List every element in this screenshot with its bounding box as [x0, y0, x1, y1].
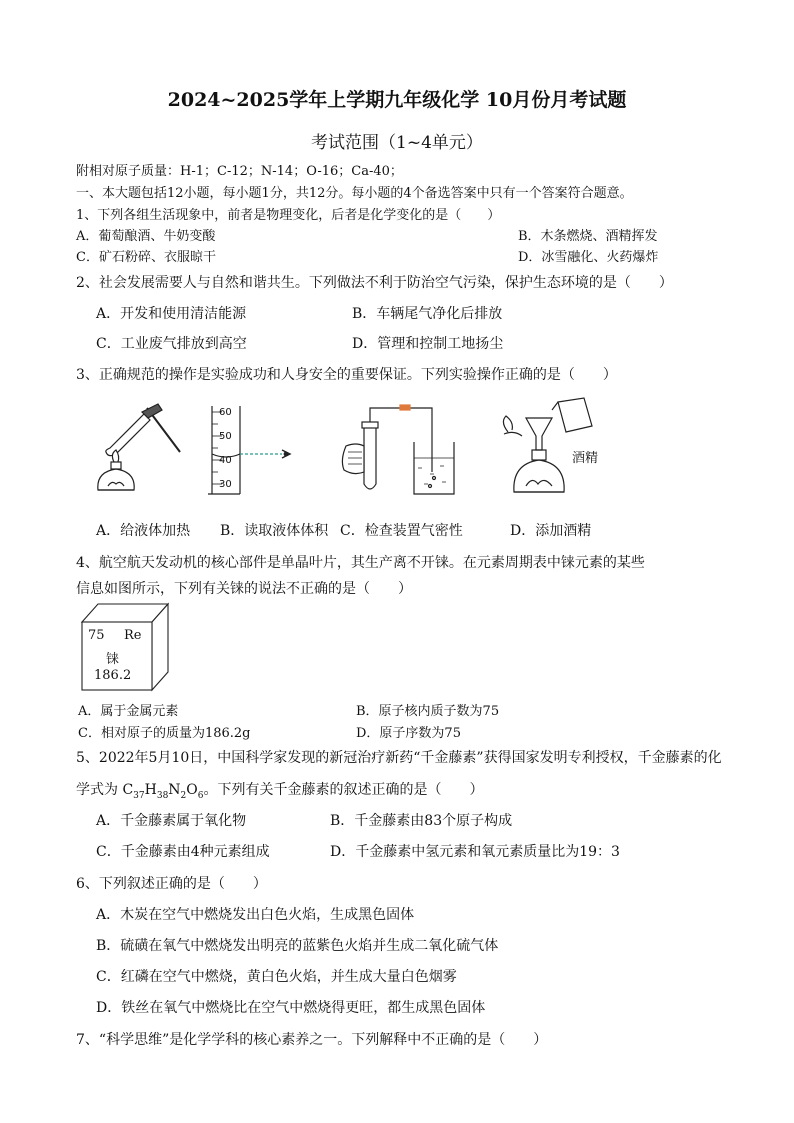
q5-formula-o: O — [186, 782, 198, 798]
q4-stem-line1: 4、航空航天发动机的核心部件是单晶叶片，其生产离不开铼。在元素周期表中铼元素的某些 — [76, 555, 645, 571]
q4-option-d: D．原子序数为75 — [356, 726, 461, 741]
q5-formula-n: N — [168, 782, 181, 798]
q5-formula-prefix: 学式为 C — [76, 782, 134, 798]
section-intro: 一、本大题包括12小题，每小题1分，共12分。每小题的4个备选答案中只有一个答案符合题意。 — [76, 186, 633, 201]
tick-label-30: 30 — [219, 479, 232, 490]
q1-option-a: A．葡萄酿酒、牛奶变酸 — [76, 229, 216, 244]
q2-stem: 2、社会发展需要人与自然和谐共生。下列做法不利于防治空气污染，保护生态环境的是（ ） — [76, 275, 673, 291]
q4-option-c: C．相对原子的质量为186.2g — [78, 726, 251, 741]
q5-option-c: C．千金藤素由4种元素组成 — [96, 844, 270, 860]
exam-subtitle: 考试范围（1~4单元） — [311, 133, 483, 153]
q2-option-b: B．车辆尾气净化后排放 — [352, 306, 503, 322]
tick-label-40: 40 — [219, 455, 232, 466]
q2-option-a: A．开发和使用清洁能源 — [96, 306, 247, 322]
q5-formula-h: H — [144, 782, 157, 798]
q6-option-a: A．木炭在空气中燃烧发出白色火焰，生成黑色固体 — [96, 907, 415, 923]
element-number: 75 — [88, 628, 105, 643]
q5-sub-c: 37 — [133, 790, 145, 801]
element-name: 铼 — [106, 652, 120, 667]
q2-option-d: D．管理和控制工地扬尘 — [352, 336, 504, 352]
q4-stem-line2: 信息如图所示，下列有关铼的说法不正确的是（ ） — [76, 581, 412, 597]
q5-sub-n: 2 — [180, 790, 187, 801]
q2-option-c: C．工业废气排放到高空 — [96, 336, 247, 352]
q3-option-d: D．添加酒精 — [510, 523, 592, 539]
graduated-cylinder-figure — [200, 402, 300, 500]
q5-option-a: A．千金藤素属于氧化物 — [96, 813, 247, 829]
element-symbol: Re — [124, 628, 142, 643]
q3-option-a: A．给液体加热 — [96, 523, 191, 539]
q5-sub-o: 6 — [197, 790, 204, 801]
q7-stem: 7、“科学思维”是化学学科的核心素养之一。下列解释中不正确的是（ ） — [76, 1032, 548, 1048]
q5-option-b: B．千金藤素由83个原子构成 — [330, 813, 513, 829]
q6-stem: 6、下列叙述正确的是（ ） — [76, 876, 267, 892]
airtightness-check-figure — [338, 402, 463, 502]
q5-stem-line2 — [76, 779, 484, 801]
exam-title: 2024~2025学年上学期九年级化学 10月份月考试题 — [167, 89, 627, 111]
element-mass: 186.2 — [94, 668, 132, 683]
q6-option-d: D．铁丝在氧气中燃烧比在空气中燃烧得更旺，都生成黑色固体 — [96, 1000, 486, 1016]
q1-option-c: C．矿石粉碎、衣服晾干 — [76, 250, 216, 265]
q4-option-a: A．属于金属元素 — [78, 704, 179, 719]
q5-stem-suffix: 。下列有关千金藤素的叙述正确的是（ ） — [203, 782, 484, 798]
atomic-masses: 附相对原子质量：H-1；C-12；N-14；O-16；Ca-40； — [76, 164, 403, 179]
q1-option-b: B．木条燃烧、酒精挥发 — [518, 229, 658, 244]
q3-option-c: C．检查装置气密性 — [340, 523, 463, 539]
q1-option-d: D．冰雪融化、火药爆炸 — [518, 250, 659, 265]
q5-sub-h: 38 — [156, 790, 169, 801]
alcohol-label: 酒精 — [572, 451, 599, 466]
q6-option-b: B．硫磺在氧气中燃烧发出明亮的蓝紫色火焰并生成二氧化硫气体 — [96, 938, 499, 954]
heating-liquid-figure — [92, 400, 192, 505]
q6-option-c: C．红磷在空气中燃烧，黄白色火焰，并生成大量白色烟雾 — [96, 969, 457, 985]
tick-label-50: 50 — [219, 431, 232, 442]
q5-option-d: D．千金藤素中氢元素和氧元素质量比为19：3 — [330, 844, 620, 860]
q1-stem: 1、下列各组生活现象中，前者是物理变化，后者是化学变化的是（ ） — [76, 208, 501, 223]
q3-stem: 3、正确规范的操作是实验成功和人身安全的重要保证。下列实验操作正确的是（ ） — [76, 367, 617, 383]
q4-option-b: B．原子核内质子数为75 — [356, 704, 500, 719]
q5-stem-line1: 5、2022年5月10日，中国科学家发现的新冠治疗新药“千金藤素”获得国家发明专利授权，千金藤素的化 — [76, 750, 722, 766]
q3-option-b: B．读取液体体积 — [220, 523, 329, 539]
tick-label-60: 60 — [219, 407, 232, 418]
